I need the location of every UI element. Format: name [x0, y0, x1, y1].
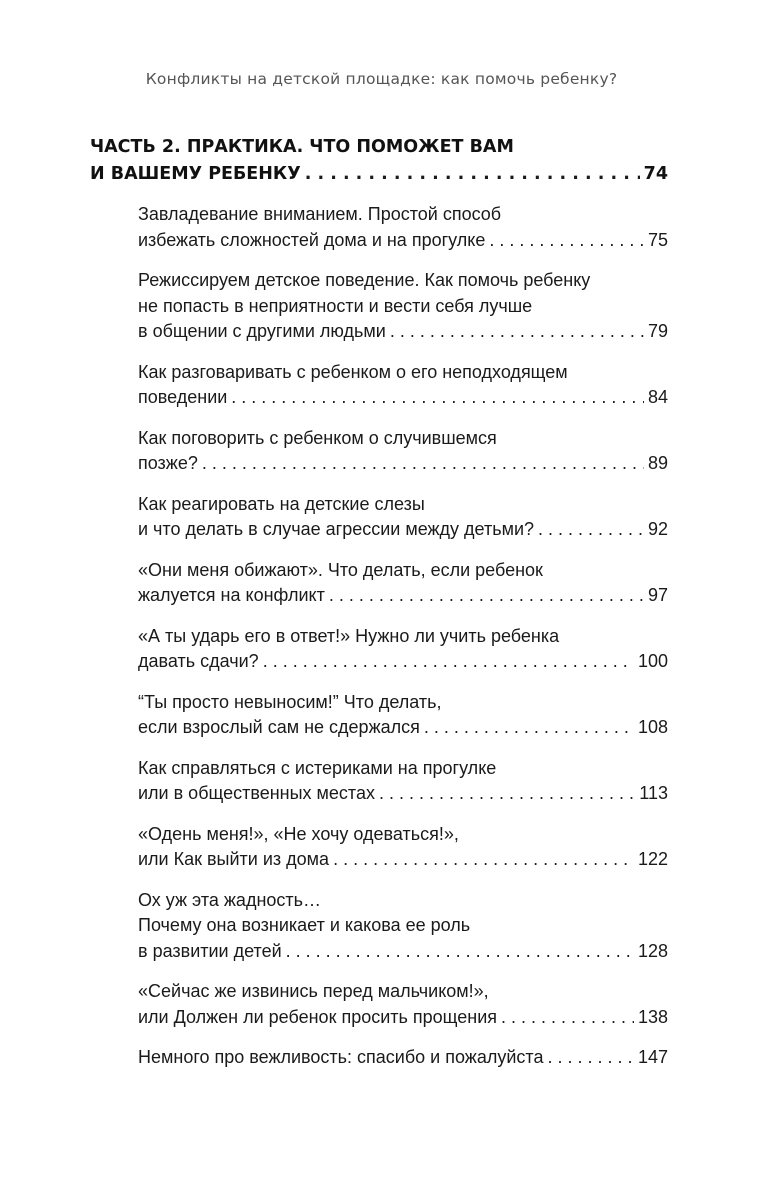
- toc-entry-last-line: [138, 781, 668, 807]
- toc-entry-last-line: [138, 228, 668, 254]
- dot-leader: [286, 939, 634, 965]
- toc-entry-last-line: [138, 649, 668, 675]
- toc-entry-title-line: «А ты ударь его в ответ!» Нужно ли учить ребенка: [138, 625, 560, 646]
- toc-entry: [138, 624, 668, 675]
- toc-entry-title-line: или Как выйти из дома: [138, 849, 330, 869]
- toc-entry-title-line: Как поговорить с ребенком о случившемся: [138, 427, 497, 448]
- toc-entry-last-line: [138, 715, 668, 741]
- dot-leader: [333, 847, 634, 873]
- dot-leader: [489, 228, 644, 254]
- toc-entry-page-number: 138: [637, 1006, 668, 1027]
- toc-entry-page-number: 147: [637, 1047, 668, 1067]
- toc-entry-last-line: [138, 517, 668, 543]
- toc-entry: [138, 822, 668, 873]
- toc-entry-title-line: Завладевание вниманием. Простой способ: [138, 204, 502, 224]
- toc-entry-title-line: Как реагировать на детские слезы: [138, 493, 425, 514]
- toc-entry-last-line: [138, 451, 668, 477]
- toc-entry-title-line: давать сдачи?: [138, 651, 259, 671]
- dot-leader: [547, 1045, 633, 1071]
- toc-entry-page-number: 75: [647, 229, 668, 250]
- toc-entry: [138, 360, 668, 411]
- toc-entry-title-line: не попасть в неприятности и вести себя лучше: [138, 295, 533, 316]
- dot-leader: [263, 649, 634, 675]
- toc-entry-page-number: 97: [647, 585, 668, 605]
- running-header: Конфликты на детской площадке: как помочь ребенку?: [145, 70, 618, 88]
- toc-entry-title-line: жалуется на конфликт: [138, 585, 325, 605]
- toc-entry: [138, 888, 668, 965]
- dot-leader: [305, 161, 640, 188]
- toc-entry: [138, 492, 668, 543]
- dot-leader: [390, 319, 644, 345]
- part-title-last-line: [90, 161, 668, 188]
- toc-entry: [138, 202, 668, 253]
- toc-entries: [90, 202, 668, 1071]
- toc-entry-last-line: [138, 847, 668, 873]
- toc-entry-title-line: в общении с другими людьми: [138, 321, 386, 341]
- toc-entry: [138, 756, 668, 807]
- toc-entry-title-line: «Сейчас же извинись перед мальчиком!»,: [138, 981, 489, 1001]
- toc-entry-page-number: 89: [647, 453, 668, 473]
- toc-entry: [138, 690, 668, 741]
- dot-leader: [501, 1005, 634, 1031]
- toc-entry: [138, 1045, 668, 1071]
- toc-entry-last-line: [138, 1045, 668, 1071]
- part-title-line-2: И ВАШЕМУ РЕБЕНКУ: [90, 164, 301, 184]
- toc-entry: [138, 979, 668, 1030]
- toc-entry-title-line: «Они меня обижают». Что делать, если ребенок: [138, 559, 543, 580]
- part-title-line-1: ЧАСТЬ 2. ПРАКТИКА. ЧТО ПОМОЖЕТ ВАМ: [90, 137, 514, 157]
- toc-entry-title-line: Немного про вежливость: спасибо и пожалуйста: [138, 1047, 544, 1067]
- toc-entry-page-number: 100: [637, 651, 668, 671]
- dot-leader: [424, 715, 634, 741]
- toc-entry-page-number: 92: [647, 519, 668, 539]
- toc-entry: [138, 268, 668, 345]
- toc-entry-last-line: [138, 939, 668, 965]
- toc-entry-title-line: Как справляться с истериками на прогулке: [138, 757, 497, 778]
- toc-entry: [138, 426, 668, 477]
- dot-leader: [538, 517, 644, 543]
- toc-entry-title-line: и что делать в случае агрессии между детьми?: [138, 519, 535, 539]
- dot-leader: [329, 583, 644, 609]
- toc-entry-title-line: если взрослый сам не сдержался: [138, 717, 420, 737]
- toc-entry-page-number: 79: [647, 321, 668, 341]
- toc-entry-title-line: поведении: [138, 387, 228, 407]
- toc-entry-page-number: 113: [639, 783, 668, 803]
- toc-entry: [138, 558, 668, 609]
- toc-entry-page-number: 84: [647, 387, 668, 407]
- toc-part-heading: [90, 134, 668, 188]
- toc-entry-title-line: Режиссируем детское поведение. Как помочь ребенку: [138, 270, 591, 290]
- toc-entry-title-line: Как разговаривать с ребенком о его неподходящем: [138, 361, 568, 382]
- toc-entry-title-line: избежать сложностей дома и на прогулке: [138, 229, 486, 250]
- toc-entry-last-line: [138, 583, 668, 609]
- toc-entry-page-number: 122: [637, 849, 668, 869]
- toc-entry-page-number: 128: [637, 940, 668, 961]
- dot-leader: [379, 781, 635, 807]
- toc-entry-title-line: в развитии детей: [138, 940, 282, 961]
- toc-entry-title-line: или в общественных местах: [138, 783, 375, 803]
- toc-entry-title-line: «Одень меня!», «Не хочу одеваться!»,: [138, 823, 459, 844]
- toc-entry-title-line: позже?: [138, 453, 198, 473]
- toc-entry-last-line: [138, 319, 668, 345]
- toc-entry-title-line: или Должен ли ребенок просить прощения: [138, 1006, 498, 1027]
- dot-leader: [231, 385, 644, 411]
- toc-entry-last-line: [138, 385, 668, 411]
- toc-entry-last-line: [138, 1005, 668, 1031]
- toc-entry-page-number: 108: [637, 717, 668, 737]
- part-page-number: 74: [643, 164, 668, 184]
- toc-entry-title-line: Ох уж эта жадность…: [138, 889, 322, 910]
- toc-entry-title-line: Почему она возникает и какова ее роль: [138, 915, 471, 935]
- dot-leader: [202, 451, 644, 477]
- toc-entry-title-line: “Ты просто невыносим!” Что делать,: [138, 691, 442, 712]
- table-of-contents: [90, 134, 668, 1086]
